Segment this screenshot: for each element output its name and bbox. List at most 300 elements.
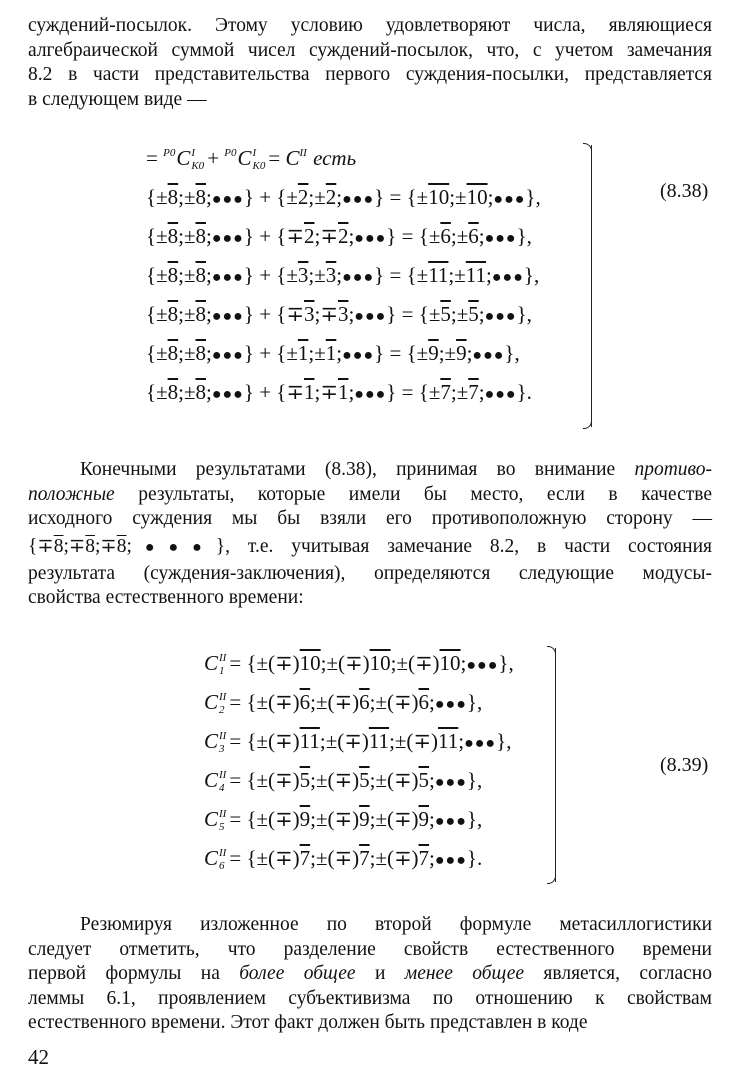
overlined-number: 8 xyxy=(195,302,206,326)
sign: ±(∓) xyxy=(315,807,360,831)
overlined-number: 7 xyxy=(418,846,430,870)
sign: ± xyxy=(183,341,196,365)
text-line xyxy=(28,913,712,938)
sign: ∓ xyxy=(286,380,304,404)
italic-text: менее общее xyxy=(404,963,525,984)
sign: ±(∓) xyxy=(256,807,300,831)
overlined-number: 11 xyxy=(465,263,487,287)
separator: ; xyxy=(310,846,316,870)
sign: ±(∓) xyxy=(375,768,419,792)
plus: + xyxy=(253,224,277,248)
sign: ∓ xyxy=(320,302,338,326)
equation-row xyxy=(204,839,514,878)
sign: ± xyxy=(183,263,196,287)
separator: ; xyxy=(314,224,321,248)
ellipsis-dots: ●●● xyxy=(493,191,526,208)
sign: ± xyxy=(183,224,196,248)
overlined-number: 6 xyxy=(299,690,311,714)
overlined-number: 3 xyxy=(325,263,337,287)
text: и xyxy=(355,963,405,984)
sign: ± xyxy=(428,380,441,404)
separator: ; xyxy=(206,224,212,248)
sup-sub-stack xyxy=(219,730,226,756)
ellipsis-dots: ●●● xyxy=(211,308,244,325)
punct: . xyxy=(476,846,483,870)
sign: ±(∓) xyxy=(375,690,419,714)
overlined-number: 1 xyxy=(297,341,309,365)
overlined-number: 5 xyxy=(440,302,451,326)
subscript: K0 xyxy=(252,160,266,173)
separator: ; xyxy=(314,302,321,326)
symbol-c: C xyxy=(204,846,219,870)
ellipsis-dots: ●●● xyxy=(484,386,517,403)
overlined-number: 1 xyxy=(337,380,349,404)
subscript: 5 xyxy=(219,821,225,834)
text: Резюмируя изложенное по второй формуле метасиллогистики xyxy=(80,914,712,935)
plus: + xyxy=(253,380,277,404)
overlined-number: 7 xyxy=(359,846,370,870)
separator: ; xyxy=(450,224,457,248)
equation-label-8-38: (8.38) xyxy=(660,180,709,202)
separator: ; xyxy=(448,263,455,287)
separator: ; xyxy=(308,263,315,287)
brace-close: } xyxy=(466,846,477,870)
separator: ; xyxy=(429,690,435,714)
plus: + xyxy=(253,341,277,365)
separator: ; xyxy=(486,263,492,287)
brace-open: { xyxy=(276,263,287,287)
equation-8-39 xyxy=(204,644,514,878)
equals: = xyxy=(229,807,247,831)
separator: ; xyxy=(369,690,376,714)
ellipsis-dots: ●●● xyxy=(472,347,505,364)
punct: , xyxy=(476,690,483,714)
text-line xyxy=(28,39,712,64)
symbol-c: C xyxy=(204,690,219,714)
brace-open: { xyxy=(146,185,157,209)
brace-close: } xyxy=(516,224,527,248)
overlined-number: 11 xyxy=(428,263,449,287)
separator: ; xyxy=(320,651,327,675)
ellipsis-dots: ●●● xyxy=(211,230,244,247)
text: в следующем виде — xyxy=(28,88,207,110)
text-line xyxy=(28,63,712,88)
text-line xyxy=(28,14,712,39)
paragraph-summary xyxy=(28,913,712,1036)
paragraph-intro xyxy=(28,14,712,112)
punct: , xyxy=(506,729,512,753)
equals: = xyxy=(384,263,407,287)
sign: ∓ xyxy=(68,535,86,557)
separator: ; xyxy=(178,263,184,287)
overlined-number: 10 xyxy=(439,651,461,675)
equation-8-38 xyxy=(146,139,541,412)
brace-close: } xyxy=(243,224,254,248)
equation-row xyxy=(146,178,541,217)
separator: ; xyxy=(429,846,435,870)
punct: , xyxy=(514,341,520,365)
sign: ∓ xyxy=(320,380,338,404)
overlined-number: 8 xyxy=(167,380,179,404)
subscript: 4 xyxy=(219,782,225,795)
overlined-number: 8 xyxy=(195,185,206,209)
separator: ; xyxy=(429,807,435,831)
brace-open: { xyxy=(246,768,257,792)
overlined-number: 9 xyxy=(428,341,439,365)
sign: ±(∓) xyxy=(375,846,419,870)
separator: ; xyxy=(319,729,326,753)
brace-close: } xyxy=(516,302,527,326)
separator: ; xyxy=(310,690,316,714)
equation-row xyxy=(204,644,514,683)
separator: ; xyxy=(310,768,316,792)
equals: = xyxy=(384,341,407,365)
separator: ; xyxy=(308,341,315,365)
brace-close: } xyxy=(215,535,226,557)
separator: ; xyxy=(429,768,435,792)
brace-close: } xyxy=(466,768,477,792)
brace-open: { xyxy=(246,690,257,714)
sign: ±(∓) xyxy=(315,690,360,714)
separator: ; xyxy=(178,380,184,404)
separator: ; xyxy=(336,341,343,365)
sign: ±(∓) xyxy=(256,846,300,870)
symbol-c: C xyxy=(204,768,219,792)
brace-close: } xyxy=(374,341,385,365)
sign: ±(∓) xyxy=(256,651,300,675)
overlined-number: 10 xyxy=(428,185,450,209)
overlined-number: 9 xyxy=(359,807,370,831)
separator: ; xyxy=(466,341,473,365)
separator: ; xyxy=(450,302,457,326)
sign: ± xyxy=(428,302,441,326)
right-brace xyxy=(585,145,592,427)
ellipsis-dots: ●●● xyxy=(211,269,244,286)
separator: ; xyxy=(369,768,376,792)
equation-row xyxy=(146,256,541,295)
overlined-number: 8 xyxy=(195,224,206,248)
punct: , xyxy=(526,302,532,326)
sign: ± xyxy=(314,263,326,287)
plus: + xyxy=(207,146,225,170)
separator: ; xyxy=(460,651,467,675)
text: первой формулы на xyxy=(28,963,240,984)
subscript: K0 xyxy=(191,160,205,173)
sign: ± xyxy=(156,263,168,287)
sup-sub-stack xyxy=(219,691,226,717)
sup-sub-stack xyxy=(219,847,226,873)
overlined-number: 6 xyxy=(440,224,451,248)
punct: , xyxy=(526,224,532,248)
symbol-c: C xyxy=(237,146,252,170)
equals: = xyxy=(229,690,247,714)
subscript: 6 xyxy=(219,860,225,873)
brace-open: { xyxy=(146,380,157,404)
text: исходного суждения мы бы взяли его противоположную сторону — xyxy=(28,508,712,529)
brace-close: } xyxy=(243,341,254,365)
brace-open: { xyxy=(146,302,157,326)
sign: ± xyxy=(428,224,441,248)
equation-row xyxy=(146,334,541,373)
subscript: 3 xyxy=(219,743,225,756)
separator: ; xyxy=(178,341,184,365)
overlined-number: 5 xyxy=(418,768,430,792)
overlined-number: 8 xyxy=(167,224,179,248)
punct: , xyxy=(508,651,514,675)
equals: = xyxy=(229,846,247,870)
separator: ; xyxy=(310,807,316,831)
overlined-number: 8 xyxy=(195,380,206,404)
sup-sub-stack xyxy=(219,652,226,678)
overlined-number: 8 xyxy=(167,341,179,365)
sup-sub-stack xyxy=(253,147,266,173)
superscript: II xyxy=(219,730,227,743)
ellipsis-dots: ●●● xyxy=(434,774,467,791)
text: результаты, которые имели бы место, если в качестве xyxy=(114,483,712,505)
brace-open: { xyxy=(276,302,287,326)
text-line xyxy=(28,458,712,483)
overlined-number: 1 xyxy=(303,380,315,404)
overlined-number: 2 xyxy=(337,224,349,248)
separator: ; xyxy=(206,380,212,404)
page-number: 42 xyxy=(28,1045,49,1069)
overlined-number: 2 xyxy=(325,185,337,209)
brace-open: { xyxy=(146,263,157,287)
right-brace xyxy=(549,648,556,882)
brace-open: { xyxy=(406,185,417,209)
sign: ± xyxy=(416,185,429,209)
superscript: II xyxy=(219,691,227,704)
text: суждений-посылок. Этому условию удовлетворяют числа, являющиеся xyxy=(28,15,712,36)
brace-open: { xyxy=(246,729,257,753)
brace-close: } xyxy=(243,263,254,287)
overlined-number: 9 xyxy=(456,341,467,365)
text-line xyxy=(28,1011,712,1036)
sign: ±(∓) xyxy=(256,690,300,714)
equation-label-8-39: (8.39) xyxy=(660,754,709,776)
brace-open: { xyxy=(246,846,257,870)
overlined-number: 7 xyxy=(299,846,311,870)
brace-open: { xyxy=(406,341,417,365)
sign: ±(∓) xyxy=(315,846,360,870)
ellipsis-dots: ●●● xyxy=(434,696,467,713)
overlined-number: 2 xyxy=(303,224,315,248)
ellipsis-dots: ●●● xyxy=(466,657,499,674)
text: следует отметить, что разделение свойств естественного времени xyxy=(28,938,712,960)
brace-close: } xyxy=(516,380,527,404)
ellipsis-dots: ●●● xyxy=(491,269,524,286)
separator: ; xyxy=(206,185,212,209)
ellipsis-dots: ●●● xyxy=(211,347,244,364)
plus: + xyxy=(253,263,277,287)
brace-close: } xyxy=(466,690,477,714)
sign: ±(∓) xyxy=(394,729,439,753)
separator: ; xyxy=(336,263,343,287)
superscript: I xyxy=(252,147,257,160)
separator: ; xyxy=(438,341,445,365)
separator: ; xyxy=(369,807,376,831)
ellipsis-dots: ●●● xyxy=(354,386,387,403)
equals: = xyxy=(229,768,247,792)
ellipsis-dots: ●●● xyxy=(211,191,244,208)
sign: ±(∓) xyxy=(325,729,369,753)
symbol-c: C xyxy=(204,807,219,831)
brace-open: { xyxy=(418,302,429,326)
brace-close: } xyxy=(496,729,507,753)
ellipsis-dots: ●●● xyxy=(354,230,387,247)
sign: ±(∓) xyxy=(396,651,440,675)
equals: = xyxy=(229,729,247,753)
sign: ±(∓) xyxy=(375,807,419,831)
ellipsis-dots: ●●● xyxy=(342,347,375,364)
separator: ; xyxy=(63,535,69,557)
text: свойства естественного времени: xyxy=(28,587,304,608)
prescript: P0 xyxy=(163,147,176,159)
sign: ± xyxy=(156,380,168,404)
equals: = xyxy=(229,651,247,675)
brace-open: { xyxy=(418,224,429,248)
sign: ∓ xyxy=(100,535,117,557)
separator: ; xyxy=(348,302,355,326)
brace-open: { xyxy=(146,224,157,248)
overlined-number: 3 xyxy=(297,263,309,287)
sign: ± xyxy=(456,302,469,326)
text-line xyxy=(28,562,712,587)
overlined-number: 9 xyxy=(418,807,430,831)
brace-open: { xyxy=(406,263,417,287)
sup-sub-stack xyxy=(219,808,226,834)
text-line xyxy=(28,507,712,532)
italic-text: положные xyxy=(28,483,115,505)
overlined-number: 5 xyxy=(468,302,479,326)
equals: = xyxy=(384,185,407,209)
symbol-c: C xyxy=(176,146,191,170)
text-line xyxy=(28,586,712,611)
equation-row xyxy=(204,761,514,800)
punct: , xyxy=(535,185,541,209)
sign: ± xyxy=(444,341,457,365)
sign: ± xyxy=(183,185,196,209)
ellipsis-dots: ●●● xyxy=(464,735,497,752)
separator: ; xyxy=(94,535,101,557)
brace-open: { xyxy=(246,807,257,831)
brace-close: } xyxy=(504,341,515,365)
overlined-number: 8 xyxy=(167,263,179,287)
text: Конечными результатами (8.38), принимая во внимание xyxy=(80,459,635,480)
ellipsis-dots: ●●● xyxy=(131,538,216,556)
equation-row xyxy=(146,217,541,256)
separator: ; xyxy=(314,380,321,404)
brace-open: { xyxy=(418,380,429,404)
sign: ∓ xyxy=(286,224,304,248)
equation-header-row xyxy=(146,139,541,178)
sign: ±(∓) xyxy=(326,651,370,675)
equals: = xyxy=(396,302,419,326)
punct: , xyxy=(476,807,483,831)
overlined-number: 8 xyxy=(53,535,64,557)
italic-text: противо- xyxy=(634,459,712,480)
brace-close: } xyxy=(386,380,397,404)
sign: ∓ xyxy=(320,224,338,248)
ellipsis-dots: ●●● xyxy=(354,308,387,325)
sign: ± xyxy=(156,302,168,326)
overlined-number: 7 xyxy=(440,380,451,404)
symbol-c: C xyxy=(204,651,219,675)
separator: ; xyxy=(389,729,395,753)
overlined-number: 8 xyxy=(195,341,206,365)
text: алгебраической суммой чисел суждений-посылок, что, с учетом замечания xyxy=(28,39,712,61)
ellipsis-dots: ●●● xyxy=(342,269,375,286)
sign: ± xyxy=(286,185,298,209)
superscript: II xyxy=(219,652,227,665)
overlined-number: 2 xyxy=(297,185,309,209)
separator: ; xyxy=(178,302,184,326)
equation-row xyxy=(204,800,514,839)
overlined-number: 5 xyxy=(359,768,370,792)
overlined-number: 6 xyxy=(418,690,430,714)
separator: ; xyxy=(178,185,184,209)
symbol-c: C xyxy=(285,146,300,170)
separator: ; xyxy=(458,729,465,753)
overlined-number: 3 xyxy=(303,302,315,326)
sign: ±(∓) xyxy=(315,768,360,792)
brace-open: { xyxy=(246,651,257,675)
sign: ± xyxy=(286,341,298,365)
overlined-number: 8 xyxy=(167,302,179,326)
superscript: II xyxy=(299,147,307,159)
text-line xyxy=(28,987,712,1012)
text: естественного времени. Этот факт должен быть представлен в коде xyxy=(28,1012,588,1033)
overlined-number: 10 xyxy=(299,651,321,675)
sign: ± xyxy=(454,263,466,287)
overlined-number: 11 xyxy=(368,729,390,753)
separator: ; xyxy=(478,224,485,248)
separator: ; xyxy=(478,380,485,404)
ellipsis-dots: ●●● xyxy=(211,386,244,403)
overlined-number: 9 xyxy=(299,807,311,831)
brace-open: { xyxy=(28,535,38,557)
equals: = xyxy=(268,146,286,170)
paragraph-results xyxy=(28,458,712,611)
separator: ; xyxy=(336,185,343,209)
ellipsis-dots: ●●● xyxy=(484,230,517,247)
plus: + xyxy=(253,185,277,209)
punct: . xyxy=(526,380,532,404)
text-line xyxy=(28,532,712,562)
brace-close: } xyxy=(243,380,254,404)
overlined-number: 7 xyxy=(468,380,479,404)
brace-close: } xyxy=(525,185,536,209)
text-line xyxy=(28,483,712,508)
sign: ± xyxy=(314,341,326,365)
sign: ± xyxy=(183,302,196,326)
equals: = xyxy=(146,146,164,170)
overlined-number: 1 xyxy=(325,341,337,365)
brace-open: { xyxy=(276,341,287,365)
equation-row xyxy=(146,373,541,412)
superscript: II xyxy=(219,808,227,821)
subscript: 2 xyxy=(219,704,225,717)
separator: ; xyxy=(206,302,212,326)
overlined-number: 6 xyxy=(468,224,479,248)
sign: ± xyxy=(416,263,429,287)
brace-close: } xyxy=(498,651,509,675)
brace-close: } xyxy=(466,807,477,831)
separator: ; xyxy=(449,185,456,209)
separator: ; xyxy=(308,185,315,209)
text: , т.е. учитывая замечание 8.2, в части состояния xyxy=(225,535,712,557)
separator: ; xyxy=(126,535,132,557)
